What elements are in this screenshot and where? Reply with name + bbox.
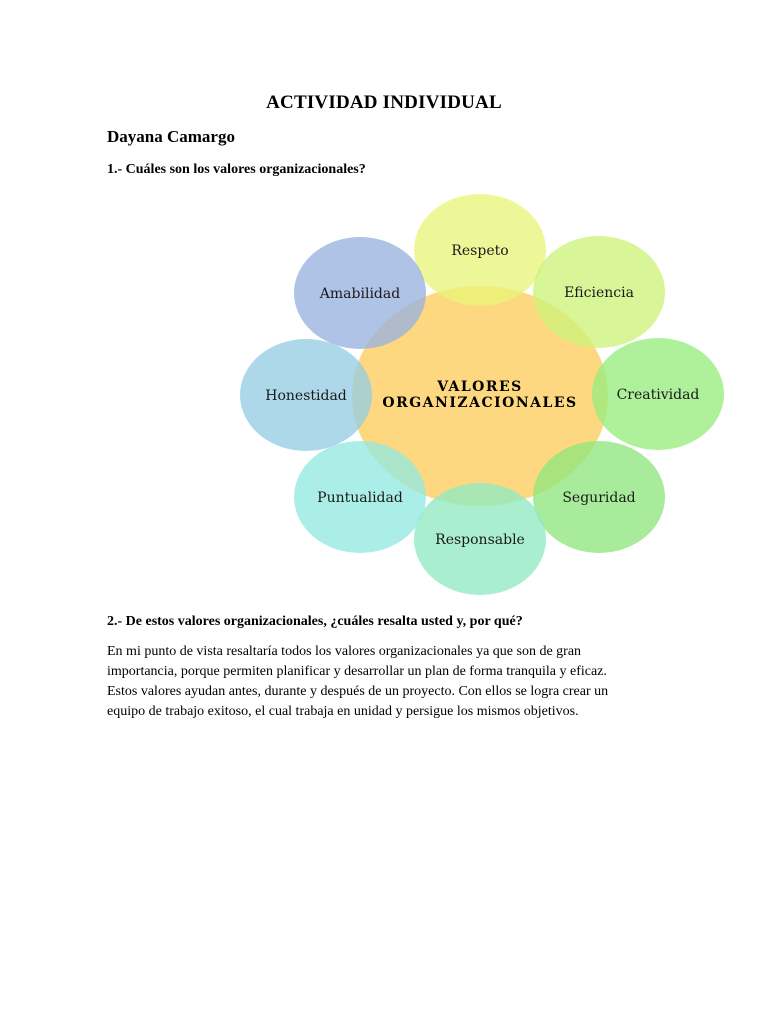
value-label-amabilidad: Amabilidad [319,286,401,302]
center-label-line1: VALORES [437,379,523,395]
value-label-puntualidad: Puntualidad [317,490,403,506]
question-1: 1.- Cuáles son los valores organizacionales? [107,162,366,177]
page-title: ACTIVIDAD INDIVIDUAL [266,92,502,113]
value-label-seguridad: Seguridad [562,490,636,506]
value-label-creatividad: Creatividad [616,387,700,403]
answer-paragraph: En mi punto de vista resaltaría todos los valores organizacionales ya que son de gran importancia, porque permiten planificar y desarrollar un plan de forma tranquila y eficaz. Estos valores ayudan antes, durante y después de un proyecto. Con ellos se logra crear un equipo de trabajo exitoso, el cual trabaja en unidad y persigue los mismos objetivos. [107,644,609,719]
value-label-honestidad: Honestidad [265,388,347,404]
center-label-line2: ORGANIZACIONALES [382,395,578,411]
value-label-respeto: Respeto [451,243,509,259]
value-label-eficiencia: Eficiencia [564,285,634,301]
value-label-responsable: Responsable [435,532,525,548]
question-2: 2.- De estos valores organizacionales, ¿cuáles resalta usted y, por qué? [107,614,523,629]
author-name: Dayana Camargo [107,127,235,146]
